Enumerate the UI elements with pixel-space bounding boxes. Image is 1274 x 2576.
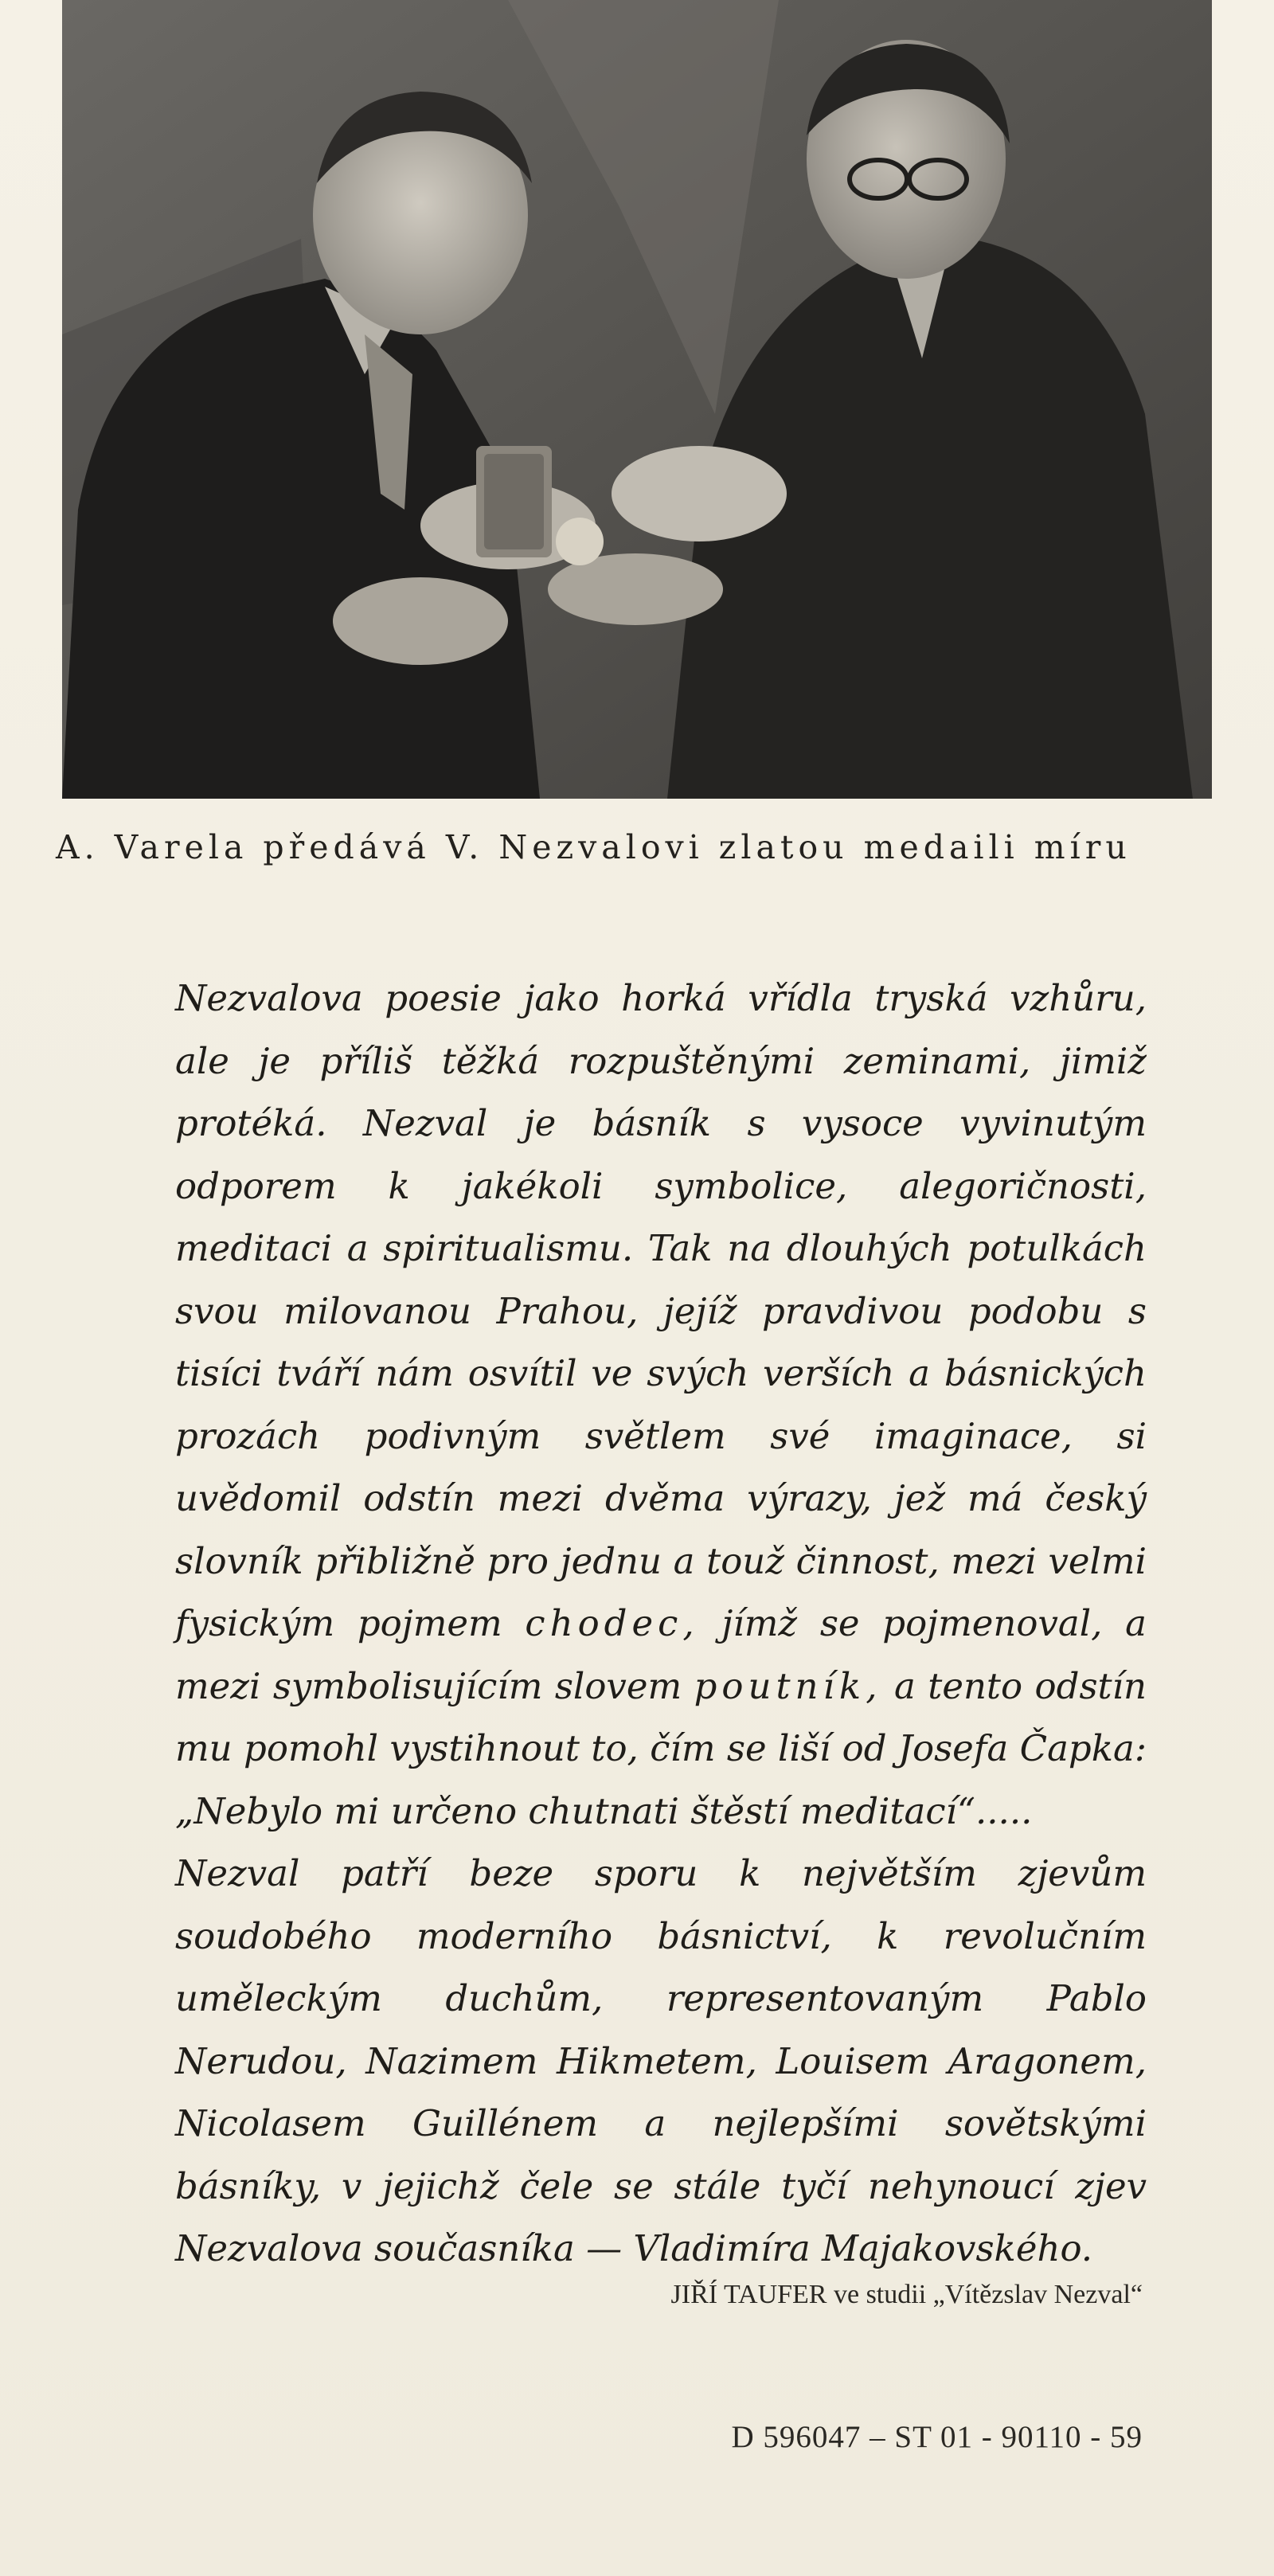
catalog-code: D 596047 – ST 01 - 90110 - 59 <box>731 2420 1143 2454</box>
photograph <box>62 0 1212 799</box>
quote-text <box>175 967 1147 2281</box>
term-poutnik: poutník, <box>694 1664 882 1707</box>
attribution: JIŘÍ TAUFER ve studii „Vítězslav Nezval“ <box>670 2280 1143 2309</box>
photo-caption: A. Varela předává V. Nezvalovi zlatou medaili míru <box>56 828 1131 866</box>
medal-presentation-photo <box>62 0 1212 799</box>
term-chodec: chodec, <box>525 1602 699 1644</box>
quote-paragraph-1: Nezvalova poesie jako horká vřídla tryská vzhůru, ale je příliš těžká rozpuštěnými zeminami, jimiž protéká. Nezval je básník s vysoce vyvinutým odporem k jakékoli symbolice, alegoričnosti, meditaci a spiritualismu. Tak na dlouhých potulkách svou milovanou Prahou, jejíž pravdivou podobu s tisíci tváří nám osvítil ve svých verších a básnických prozách podivným světlem své imaginace, si uvědomil odstín mezi dvěma výrazy, jež má český slovník přibližně pro jednu a touž činnost, mezi velmi fysickým pojmem chodec, jímž se pojmenoval, a mezi symbolisujícím slovem poutník, a tento odstín mu pomohl vystihnout to, čím se liší od Josefa Čapka: „Nebylo mi určeno chutnati štěstí meditací“..... <box>175 977 1147 1832</box>
quote-paragraph-2: Nezval patří beze sporu k největším zjevům soudobého moderního básnictví, k revolučním uměleckým duchům, representovaným Pablo Nerudou, Nazimem Hikmetem, Louisem Aragonem, Nicolasem Guillénem a nejlepšími sovětskými básníky, v jejichž čele se stále tyčí nehynoucí zjev Nezvalova současníka — Vladimíra Majakovského. <box>175 1852 1147 2269</box>
